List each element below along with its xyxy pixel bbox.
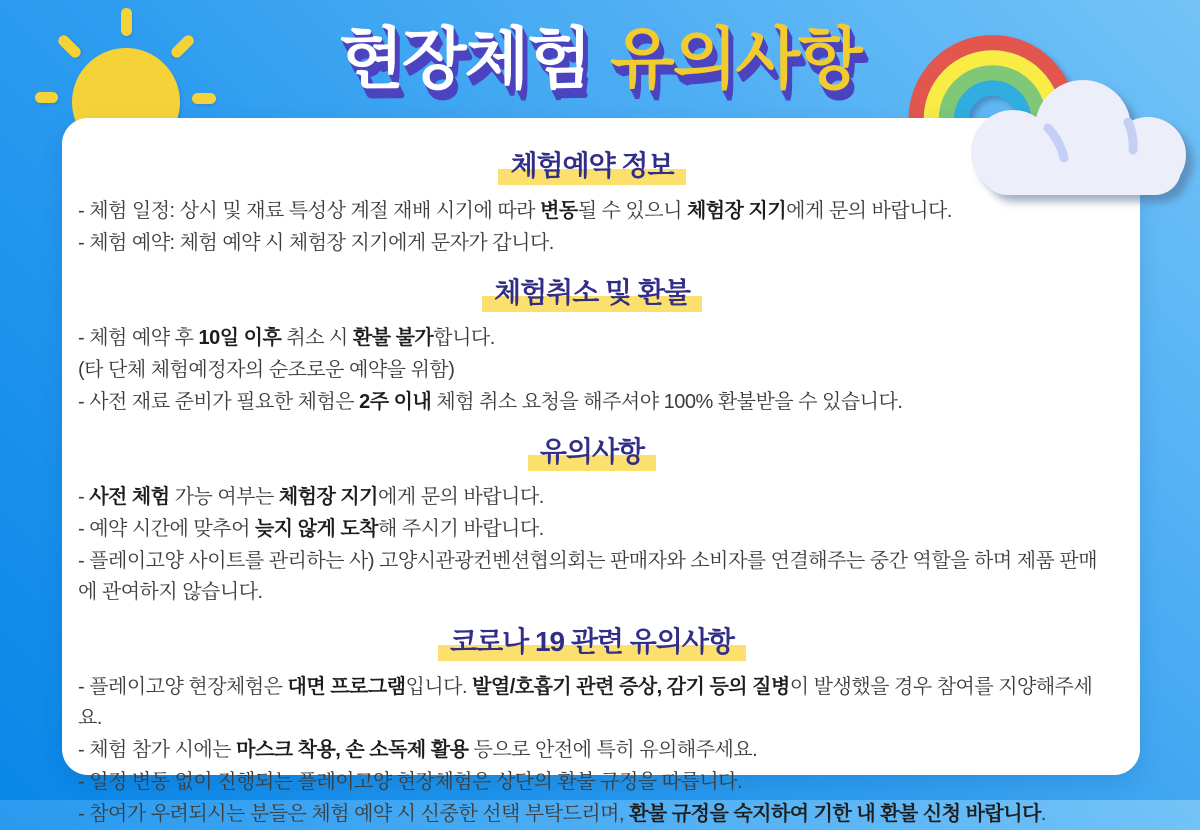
notice-section <box>78 620 1106 830</box>
notice-line: - 사전 체험 가능 여부는 체험장 지기에게 문의 바랍니다. <box>78 486 544 508</box>
notice-line: - 참여가 우려되시는 분들은 체험 예약 시 신중한 선택 부탁드리며, 환불 규정을 숙지하여 기한 내 환불 신청 바랍니다. <box>78 803 1046 825</box>
page-title-part1: 현장체험 <box>339 22 590 97</box>
page-title-part2: 유의사항 <box>610 22 861 97</box>
page-title <box>0 16 1200 104</box>
sections-container <box>78 144 1106 830</box>
notice-line: - 예약 시간에 맞추어 늦지 않게 도착해 주시기 바랍니다. <box>78 518 544 540</box>
section-heading: 유의사항 <box>78 430 1106 470</box>
notice-section <box>78 271 1106 418</box>
section-heading: 체험예약 정보 <box>78 144 1106 184</box>
cloud-accent <box>1128 122 1133 150</box>
notice-line: - 체험 예약: 체험 예약 시 체험장 지기에게 문자가 갑니다. <box>78 232 554 254</box>
notice-section <box>78 430 1106 608</box>
notice-line: - 체험 일정: 상시 및 재료 특성상 계절 재배 시기에 따라 변동될 수 있으니 체험장 지기에게 문의 바랍니다. <box>78 200 952 222</box>
notice-line: - 사전 재료 준비가 필요한 체험은 2주 이내 체험 취소 요청을 해주셔야 100% 환불받을 수 있습니다. <box>78 391 903 413</box>
section-heading: 체험취소 및 환불 <box>78 271 1106 311</box>
section-heading: 코로나 19 관련 유의사항 <box>78 620 1106 660</box>
notice-line: (타 단체 체험예정자의 순조로운 예약을 위함) <box>78 359 455 381</box>
notice-line: - 체험 참가 시에는 마스크 착용, 손 소독제 활용 등으로 안전에 특히 유의해주세요. <box>78 739 758 761</box>
notice-line: - 플레이고양 사이트를 관리하는 사) 고양시관광컨벤션협의회는 판매자와 소비자를 연결해주는 중간 역할을 하며 제품 판매에 관여하지 않습니다. <box>78 550 1098 603</box>
notice-section <box>78 144 1106 259</box>
notice-line: - 플레이고양 현장체험은 대면 프로그램입니다. 발열/호흡기 관련 증상, 감기 등의 질병이 발생했을 경우 참여를 지양해주세요. <box>78 676 1093 729</box>
notice-line: - 일정 변동 없이 진행되는 플레이고양 현장체험은 상단의 환불 규정을 따릅니다. <box>78 771 743 793</box>
notice-line: - 체험 예약 후 10일 이후 취소 시 환불 불가합니다. <box>78 327 495 349</box>
notice-card <box>62 118 1140 825</box>
